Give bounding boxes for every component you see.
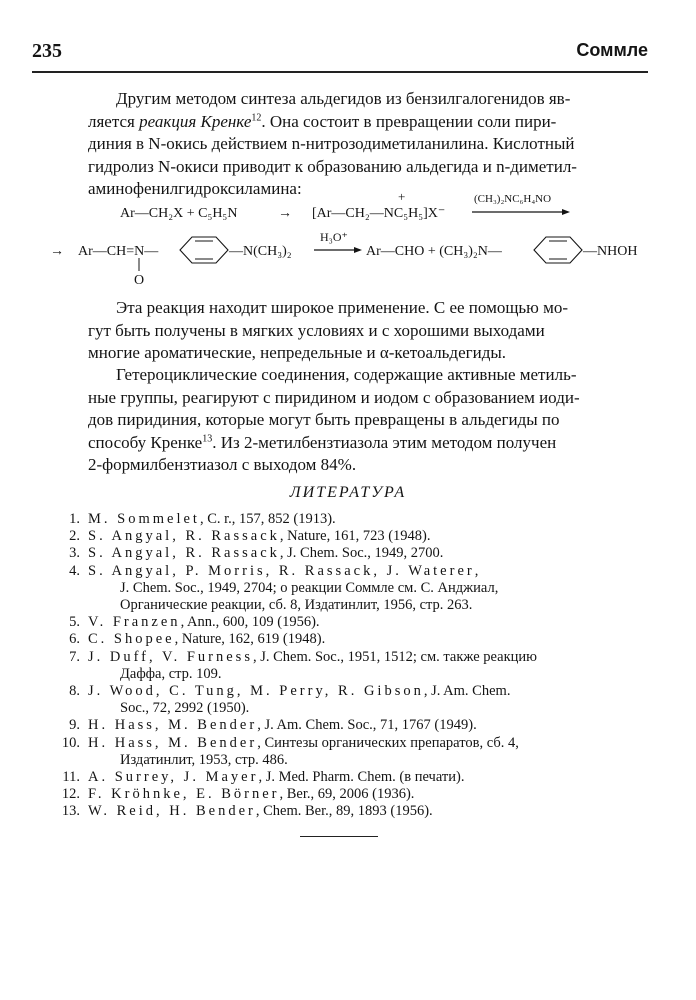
paragraph-2 (88, 297, 644, 365)
reference-authors: A. Surrey, J. Mayer (88, 769, 259, 786)
reference-authors: S. Angyal, P. Morris, R. Rassack, J. Waterer (88, 562, 475, 579)
reaction-name: реакция Кренке (139, 111, 252, 131)
reference-source: , Синтезы органических препаратов, сб. 4, (257, 734, 519, 751)
paragraph-3 (88, 364, 644, 477)
reference-item (56, 735, 656, 769)
reference-item (56, 631, 656, 648)
reference-continuation: Soc., 72, 2992 (1950). (120, 700, 250, 717)
reference-source: , Ann., 600, 109 (1956). (180, 614, 320, 631)
reference-source: , Chem. Ber., 89, 1893 (1956). (255, 803, 433, 820)
eq-row2-b: —N(CH₃)₂ (229, 244, 292, 259)
para1-line1: Другим методом синтеза альдегидов из бензилгалогенидов яв- (116, 89, 571, 108)
reference-number: 10. (61, 734, 80, 751)
reference-authors: S. Angyal, R. Rassack (88, 528, 280, 545)
reference-source: , Nature, 162, 619 (1948). (174, 631, 326, 648)
literature-heading: ЛИТЕРАТУРА (289, 484, 407, 501)
reference-authors: C. Shopee (88, 631, 175, 648)
eq-arrow-2-head (562, 209, 570, 215)
eq-row1-mid: [Ar—CH₂—NC₅H₅]X⁻ (312, 206, 446, 221)
reference-authors: S. Angyal, R. Rassack (88, 545, 280, 562)
reference-number: 9. (69, 717, 80, 734)
para3-line2: ные группы, реагируют с пиридином и иодом с образованием иоди- (88, 387, 580, 407)
reference-item (56, 614, 656, 631)
reference-item (56, 769, 656, 786)
eq-oxygen: O (134, 273, 145, 288)
reference-number: 12. (61, 786, 80, 803)
reference-authors: M. Sommelet (88, 511, 200, 527)
para1-line2-b: . Она состоит в превращении соли пири- (261, 111, 557, 131)
para1-line2-a: ляется (88, 111, 140, 131)
reference-source: , (474, 562, 479, 579)
reference-item (56, 649, 656, 683)
reference-item (56, 786, 656, 803)
para2-line3: многие ароматические, непредельные и α-кетоальдегиды. (88, 343, 507, 362)
para2-line2: гут быть получены в мягких условиях и с хорошими выходами (88, 320, 545, 340)
reference-number: 3. (69, 545, 80, 562)
eq-row2-a: Ar—CH=N— (78, 244, 159, 259)
reference-number: 8. (69, 683, 80, 700)
reference-number: 2. (69, 528, 80, 545)
para3-line5: 2-формилбензтиазол с выходом 84%. (88, 455, 357, 474)
reference-continuation: Органические реакции, сб. 8, Издатинлит, 1956, стр. 263. (120, 597, 473, 614)
eq-arrow-3-head (354, 247, 362, 253)
reference-continuation: Издатинлит, 1953, стр. 486. (120, 751, 288, 768)
page-number: 235 (32, 40, 62, 62)
reference-source: , C. r., 157, 852 (1913). (199, 511, 336, 527)
reference-item (56, 683, 656, 717)
reference-number: 11. (62, 769, 80, 786)
reference-authors: J. Wood, C. Tung, M. Perry, R. Gibson (88, 683, 424, 700)
reference-item (56, 563, 656, 615)
para2-line1: Эта реакция находит широкое применение. С ее помощью мо- (116, 298, 569, 317)
eq-reagent-1: (CH₃)₂NC₆H₄NO (474, 193, 552, 205)
para1-line5: аминофенилгидроксиламина: (88, 179, 302, 198)
running-title: Соммле (576, 40, 648, 60)
reference-source: , J. Am. Chem. Soc., 71, 1767 (1949). (257, 717, 477, 734)
reference-authors: H. Hass, M. Bender (88, 734, 258, 751)
para1-line3: диния в N-окись действием n-нитрозодиметиланилина. Кислотный (88, 134, 575, 153)
reference-item (56, 717, 656, 734)
reference-authors: V. Franzen (88, 614, 181, 631)
reference-number: 7. (69, 648, 80, 665)
footnote-13: 13 (202, 432, 213, 444)
eq-row2-d: —NHOH (583, 244, 638, 259)
reference-source: , Ber., 69, 2006 (1936). (279, 786, 415, 803)
reference-source: , J. Chem. Soc., 1951, 1512; см. также реакцию (252, 648, 537, 665)
reference-authors: H. Hass, M. Bender (88, 717, 258, 734)
page-header (32, 40, 648, 68)
reference-number: 4. (69, 562, 80, 579)
reference-number: 5. (69, 614, 80, 631)
reference-continuation: J. Chem. Soc., 1949, 2704; о реакции Соммле см. С. Анджиал, (120, 579, 499, 596)
header-rule (32, 71, 648, 73)
para3-line4-a: способу Кренке (88, 432, 203, 452)
para1-line4: гидролиз N-окиси приводит к образованию альдегида и n-диметил- (88, 156, 577, 176)
reference-source: , J. Chem. Soc., 1949, 2700. (279, 545, 444, 562)
para3-line1: Гетероциклические соединения, содержащие активные метиль- (116, 365, 577, 384)
reference-number: 13. (61, 803, 80, 820)
para3-line4-b: . Из 2-метилбензтиазола этим методом получен (212, 432, 557, 452)
eq-row2-c: Ar—CHO + (CH₃)₂N— (366, 244, 502, 259)
reference-item (56, 545, 656, 562)
footnote-12: 12 (251, 111, 262, 123)
eq-row2-arrow: → (50, 244, 64, 259)
eq-row1-arrow1: → (278, 206, 292, 221)
reference-source: , J. Med. Pharm. Chem. (в печати). (258, 769, 465, 786)
reference-number: 6. (69, 631, 80, 648)
benzene-ring-1 (180, 237, 228, 263)
reference-list (56, 511, 656, 821)
paragraph-1 (88, 88, 644, 201)
reference-number: 1. (69, 511, 80, 527)
reference-continuation: Даффа, стр. 109. (120, 665, 222, 682)
reaction-scheme (40, 190, 670, 295)
para3-line3: дов пиридиния, которые могут быть превращены в альдегиды по (88, 410, 560, 429)
eq-reagent-2: H₃O⁺ (320, 230, 348, 244)
eq-row1-left: Ar—CH₂X + C₅H₅N (120, 206, 238, 221)
reference-authors: J. Duff, V. Furness (88, 648, 253, 665)
end-rule (300, 836, 378, 837)
benzene-ring-2 (534, 237, 582, 263)
reference-authors: F. Kröhnke, E. Börner (88, 786, 280, 803)
eq-plus-charge: + (398, 190, 406, 204)
reference-source: , Nature, 161, 723 (1948). (279, 528, 431, 545)
reference-item (56, 528, 656, 545)
reference-authors: W. Reid, H. Bender (88, 803, 256, 820)
reference-source: , J. Am. Chem. (423, 683, 511, 700)
reference-item (56, 803, 656, 820)
reference-item (56, 511, 656, 528)
